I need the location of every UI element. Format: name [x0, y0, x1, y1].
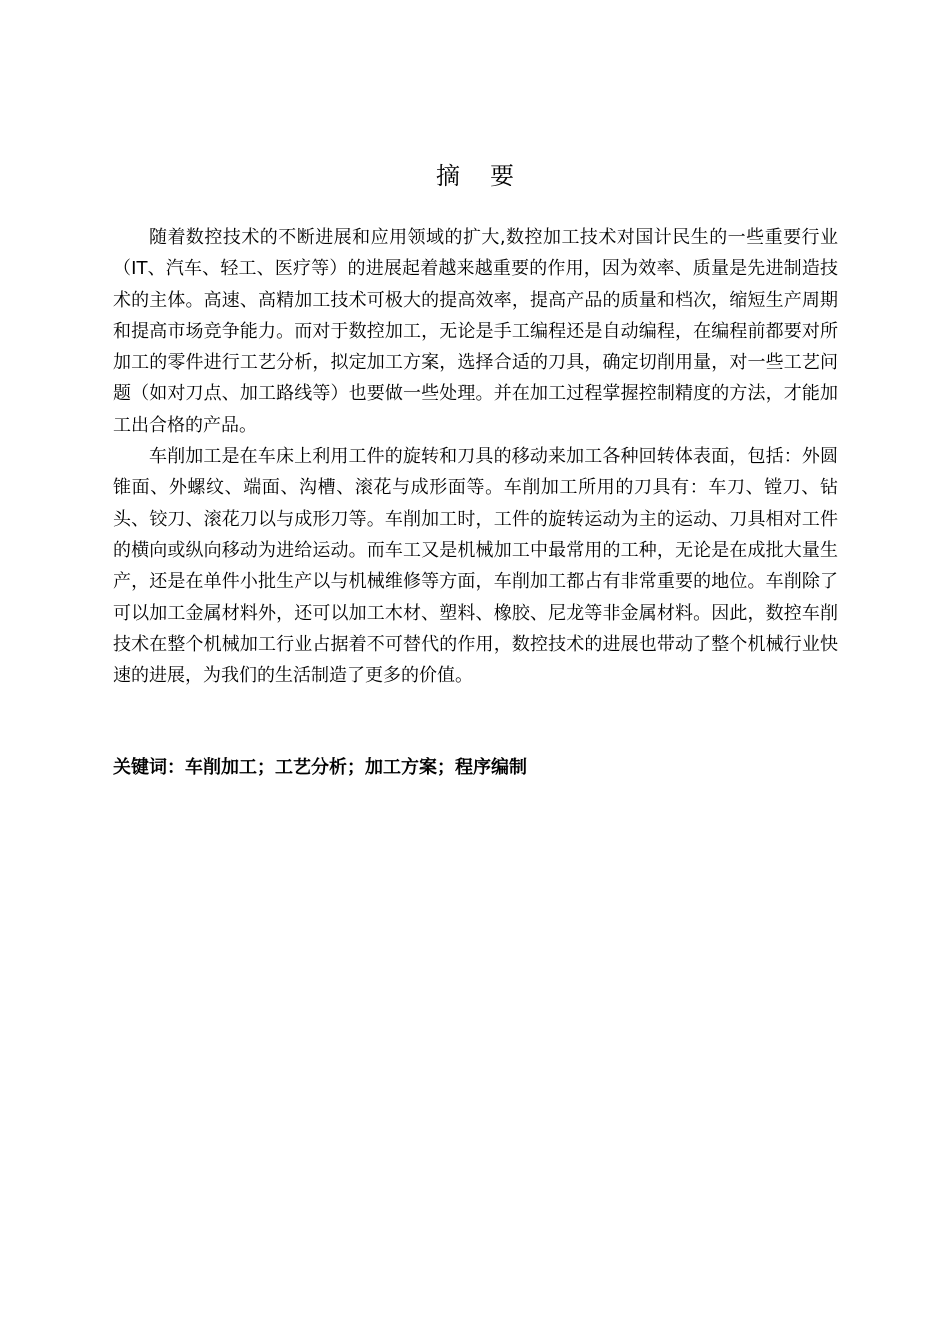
abstract-title — [0, 158, 950, 194]
abstract-title-char-2: 要 — [490, 162, 514, 190]
keywords-line: 关键词：车削加工；工艺分析；加工方案；程序编制 — [113, 757, 527, 778]
abstract-body — [113, 222, 838, 691]
abstract-paragraph-2: 车削加工是在车床上利用工件的旋转和刀具的移动来加工各种回转体表面，包括：外圆锥面、外螺纹、端面、沟槽、滚花与成形面等。车削加工所用的刀具有：车刀、镗刀、钻头、铰刀、滚花刀以与成形刀等。车削加工时，工件的旋转运动为主的运动、刀具相对工件的横向或纵向移动为进给运动。而车工又是机械加工中最常用的工种，无论是在成批大量生产，还是在单件小批生产以与机械维修等方面，车削加工都占有非常重要的地位。车削除了可以加工金属材料外，还可以加工木材、塑料、橡胶、尼龙等非金属材料。因此，数控车削技术在整个机械加工行业占据着不可替代的作用，数控技术的进展也带动了整个机械行业快速的进展，为我们的生活制造了更多的价值。 — [113, 446, 838, 687]
abstract-title-char-1: 摘 — [436, 162, 460, 190]
abstract-paragraph-1: 随着数控技术的不断进展和应用领域的扩大,数控加工技术对国计民生的一些重要行业（IT、汽车、轻工、医疗等）的进展起着越来越重要的作用，因为效率、质量是先进制造技术的主体。高速、高精加工技术可极大的提高效率，提高产品的质量和档次，缩短生产周期和提高市场竞争能力。而对于数控加工，无论是手工编程还是自动编程，在编程前都要对所加工的零件进行工艺分析，拟定加工方案，选择合适的刀具，确定切削用量，对一些工艺问题（如对刀点、加工路线等）也要做一些处理。并在加工过程掌握控制精度的方法，才能加工出合格的产品。 — [113, 227, 838, 436]
